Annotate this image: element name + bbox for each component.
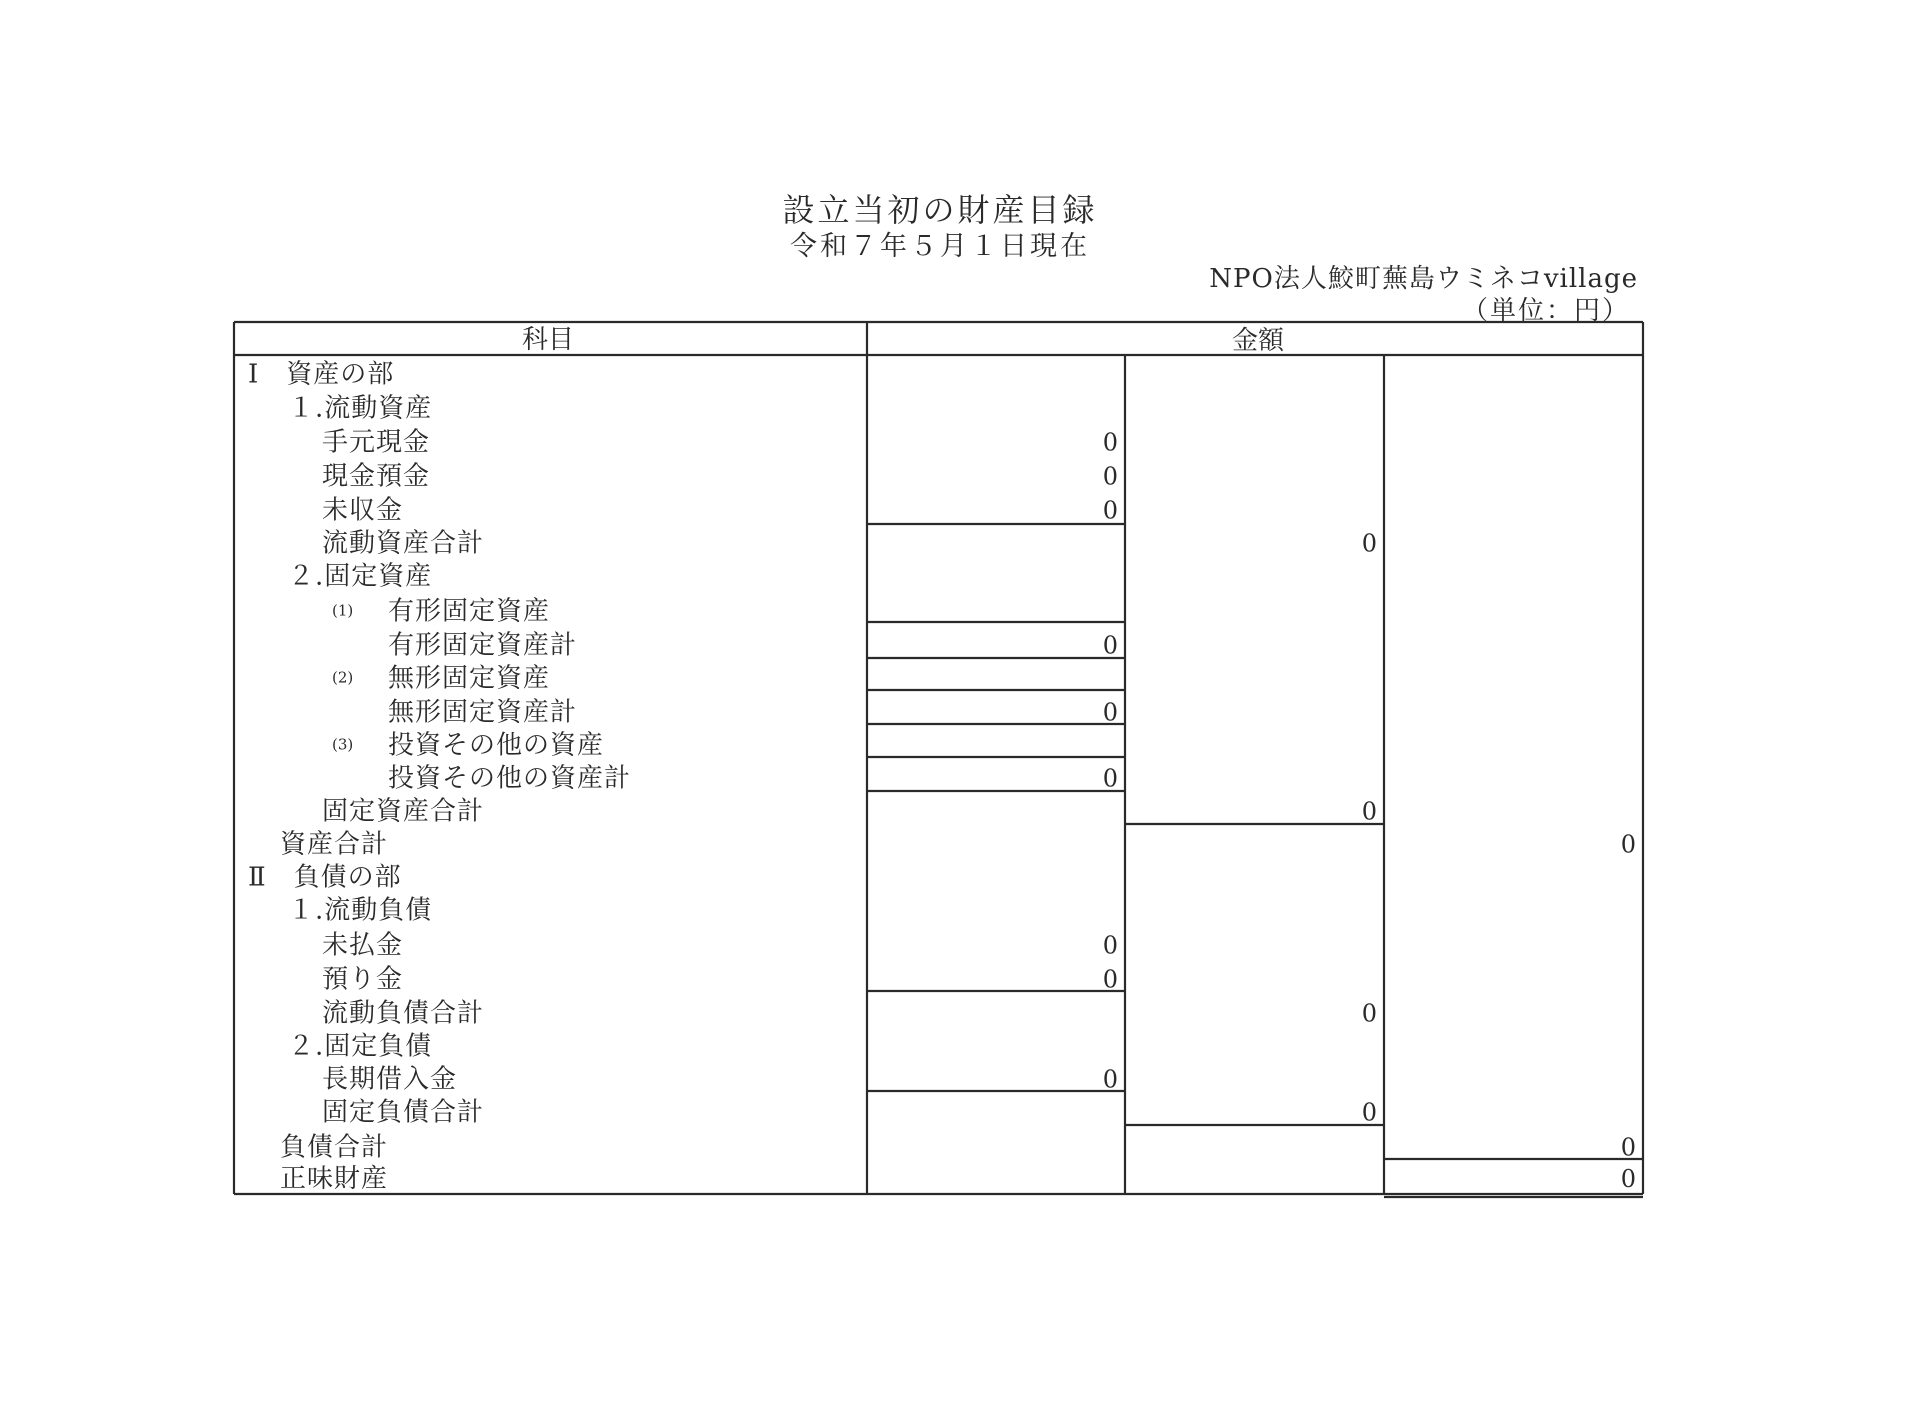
row-label: 資産合計	[280, 829, 389, 860]
amount-value: 0	[1102, 764, 1118, 793]
item-number: (3)	[332, 735, 354, 754]
amount-value: 0	[1102, 698, 1118, 727]
row-label: １.流動負債	[288, 895, 433, 926]
row-label: 未払金	[322, 930, 404, 961]
unit-label: （単位：円）	[1461, 296, 1630, 326]
row-label: 固定資産合計	[322, 796, 485, 827]
organization-name: NPO法人鮫町蕪島ウミネコvillage	[1209, 264, 1638, 294]
row-label: 流動資産合計	[322, 528, 485, 559]
row-label: 現金預金	[322, 461, 431, 492]
row-label: 預り金	[322, 964, 404, 995]
item-number: (1)	[332, 601, 354, 620]
item-number: (2)	[332, 668, 354, 687]
row-label: Ⅰ 資産の部	[248, 359, 395, 390]
row-label: 無形固定資産	[388, 663, 551, 694]
amount-value: 0	[1361, 529, 1377, 558]
amount-value: 0	[1102, 428, 1118, 457]
row-label: 流動負債合計	[322, 998, 485, 1029]
amount-value: 0	[1620, 1133, 1636, 1162]
row-label: 有形固定資産計	[388, 630, 578, 661]
row-label: ２.固定負債	[288, 1031, 433, 1062]
amount-value: 0	[1102, 931, 1118, 960]
row-label: 投資その他の資産計	[388, 763, 632, 794]
row-label: 有形固定資産	[388, 596, 551, 627]
row-label: 長期借入金	[322, 1064, 458, 1095]
row-label: 正味財産	[280, 1164, 389, 1195]
document-title: 設立当初の財産目録	[782, 191, 1098, 229]
amount-value: 0	[1361, 797, 1377, 826]
row-label: Ⅱ 負債の部	[248, 862, 402, 893]
amount-value: 0	[1620, 1165, 1636, 1194]
amount-value: 0	[1361, 999, 1377, 1028]
row-label: ２.固定資産	[288, 561, 433, 592]
row-label: 固定負債合計	[322, 1097, 485, 1128]
row-label: 手元現金	[322, 427, 431, 458]
row-label: 負債合計	[280, 1132, 389, 1163]
amount-value: 0	[1102, 631, 1118, 660]
amount-value: 0	[1102, 462, 1118, 491]
document-date: 令和７年５月１日現在	[790, 231, 1090, 262]
row-label: 未収金	[322, 495, 404, 526]
header-subject: 科目	[521, 325, 575, 355]
amount-value: 0	[1361, 1098, 1377, 1127]
amount-values	[1103, 429, 1636, 1194]
subject-labels	[248, 360, 631, 1195]
row-label: 投資その他の資産	[388, 730, 605, 761]
row-label: 無形固定資産計	[388, 697, 578, 728]
amount-value: 0	[1102, 496, 1118, 525]
header-amount: 金額	[1231, 326, 1285, 356]
amount-value: 0	[1102, 1065, 1118, 1094]
amount-value: 0	[1620, 830, 1636, 859]
row-label: １.流動資産	[288, 393, 433, 424]
amount-value: 0	[1102, 965, 1118, 994]
